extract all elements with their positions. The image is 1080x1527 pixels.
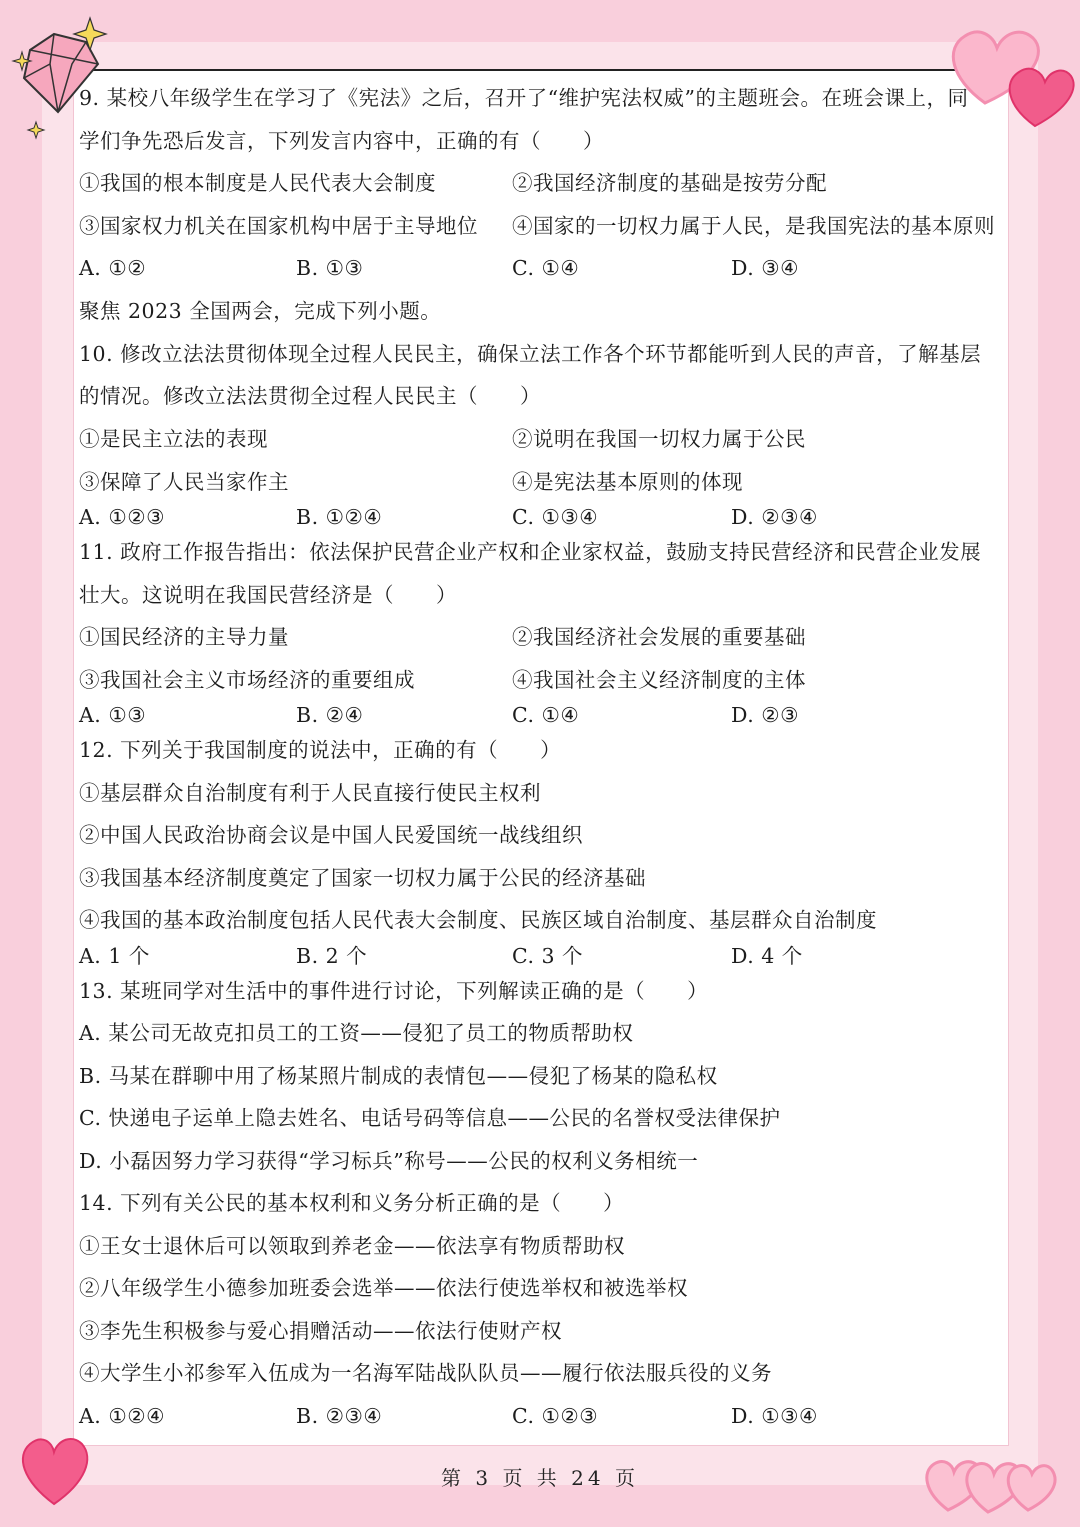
q12-stem-line1: 12. 下列关于我国制度的说法中，正确的有（ ） [79,738,562,762]
q13-choice-d: D. 小磊因努力学习获得“学习标兵”称号——公民的权利义务相统一 [79,1149,699,1173]
q11-statement-2: ②我国经济社会发展的重要基础 [512,625,806,649]
q9-stem-line1: 9. 某校八年级学生在学习了《宪法》之后，召开了“维护宪法权威”的主题班会。在班会课上，同 [79,86,969,110]
q11-stem-line1: 11. 政府工作报告指出：依法保护民营企业产权和企业家权益，鼓励支持民营经济和民营企业发展 [79,540,982,564]
q9-choice-c: C. ①④ [512,256,580,280]
page-number-footer: 第 3 页 共 24 页 [441,1466,639,1490]
q11-statement-4: ④我国社会主义经济制度的主体 [512,668,806,692]
q12-statement-4: ④我国的基本政治制度包括人民代表大会制度、民族区域自治制度、基层群众自治制度 [79,908,877,932]
q13-stem-line1: 13. 某班同学对生活中的事件进行讨论，下列解读正确的是（ ） [79,979,709,1003]
q11-choice-a: A. ①③ [79,703,147,727]
q12-statement-1: ①基层群众自治制度有利于人民直接行使民主权利 [79,781,541,805]
q14-statement-3: ③李先生积极参与爱心捐赠活动——依法行使财产权 [79,1319,562,1343]
q14-choice-b: B. ②③④ [296,1404,383,1428]
q9-choice-a: A. ①② [79,256,147,280]
q10-statement-3: ③保障了人民当家作主 [79,470,289,494]
q10-choice-b: B. ①②④ [296,505,383,529]
header-rule [74,69,1008,71]
q10-choice-a: A. ①②③ [79,505,165,529]
q14-choice-d: D. ①③④ [731,1404,818,1428]
q13-choice-c: C. 快递电子运单上隐去姓名、电话号码等信息——公民的名誉权受法律保护 [79,1106,781,1130]
q9-choice-d: D. ③④ [731,256,799,280]
q9-statement-2: ②我国经济制度的基础是按劳分配 [512,171,827,195]
q12-choice-c: C. 3 个 [512,944,584,968]
q11-choice-d: D. ②③ [731,703,799,727]
q10-stem-line2: 的情况。修改立法法贯彻全过程人民民主（ ） [79,384,541,408]
q11-choice-c: C. ①④ [512,703,580,727]
q12-statement-2: ②中国人民政治协商会议是中国人民爱国统一战线组织 [79,823,583,847]
q14-choice-c: C. ①②③ [512,1404,599,1428]
q13-choice-a: A. 某公司无故克扣员工的工资——侵犯了员工的物质帮助权 [79,1021,634,1045]
q10-choice-d: D. ②③④ [731,505,818,529]
diamond-gem-icon [10,12,110,142]
q11-stem-line2: 壮大。这说明在我国民营经济是（ ） [79,583,457,607]
q10-statement-1: ①是民主立法的表现 [79,427,268,451]
q9-choice-b: B. ①③ [296,256,364,280]
q11-choice-b: B. ②④ [296,703,364,727]
q10-statement-4: ④是宪法基本原则的体现 [512,470,743,494]
q11-statement-3: ③我国社会主义市场经济的重要组成 [79,668,415,692]
q14-statement-4: ④大学生小祁参军入伍成为一名海军陆战队队员——履行依法服兵役的义务 [79,1361,772,1385]
q10-statement-2: ②说明在我国一切权力属于公民 [512,427,806,451]
q10-choice-c: C. ①③④ [512,505,599,529]
q10-stem-line1: 10. 修改立法法贯彻体现全过程人民民主，确保立法工作各个环节都能听到人民的声音，了解基层 [79,342,982,366]
q9-statement-1: ①我国的根本制度是人民代表大会制度 [79,171,436,195]
q9-statement-4: ④国家的一切权力属于人民，是我国宪法的基本原则 [512,214,995,238]
q13-choice-b: B. 马某在群聊中用了杨某照片制成的表情包——侵犯了杨某的隐私权 [79,1064,718,1088]
q12-choice-a: A. 1 个 [79,944,150,968]
q11-statement-1: ①国民经济的主导力量 [79,625,289,649]
q12-choice-d: D. 4 个 [731,944,803,968]
q14-choice-a: A. ①②④ [79,1404,165,1428]
q9-stem-line2: 学们争先恐后发言，下列发言内容中，正确的有（ ） [79,129,604,153]
section-intro: 聚焦 2023 全国两会，完成下列小题。 [79,299,442,323]
q14-statement-1: ①王女士退休后可以领取到养老金——依法享有物质帮助权 [79,1234,625,1258]
q9-statement-3: ③国家权力机关在国家机构中居于主导地位 [79,214,478,238]
q12-statement-3: ③我国基本经济制度奠定了国家一切权力属于公民的经济基础 [79,866,646,890]
q14-stem-line1: 14. 下列有关公民的基本权利和义务分析正确的是（ ） [79,1191,625,1215]
q14-statement-2: ②八年级学生小德参加班委会选举——依法行使选举权和被选举权 [79,1276,688,1300]
q12-choice-b: B. 2 个 [296,944,368,968]
